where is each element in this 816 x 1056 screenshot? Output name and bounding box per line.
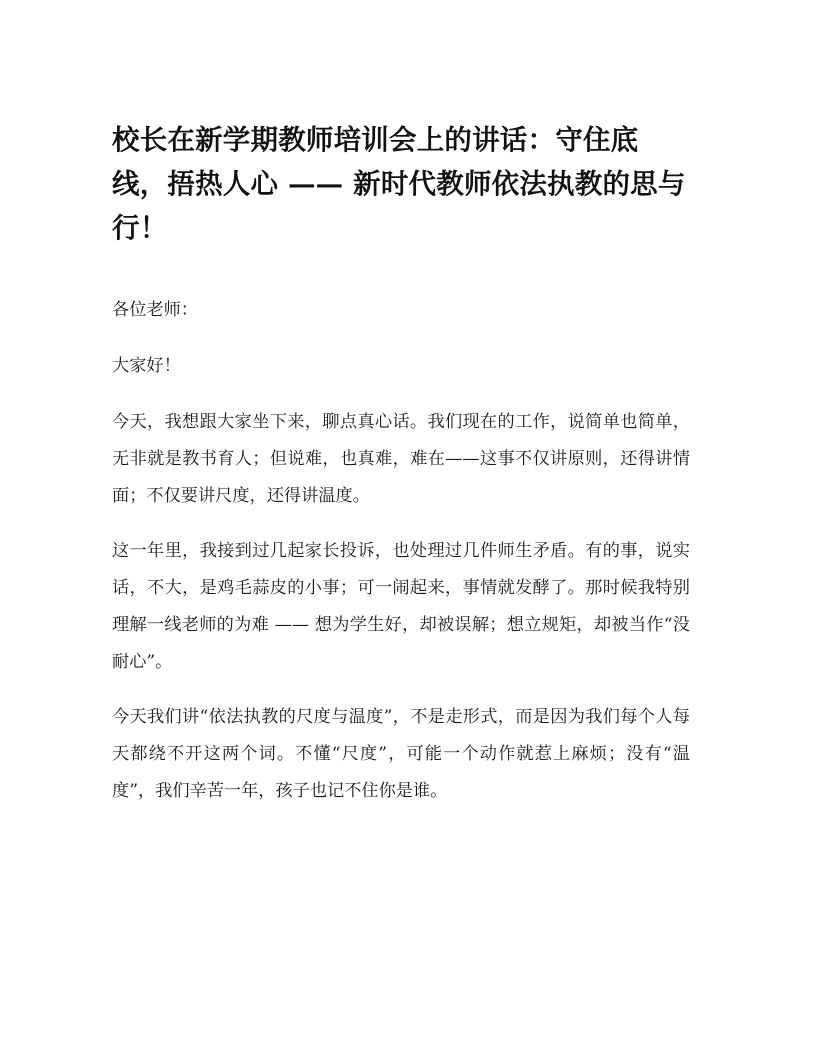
salutation-block — [112, 292, 692, 385]
body-paragraphs — [112, 404, 692, 810]
body-paragraph-3: 今天我们讲“依法执教的尺度与温度”，不是走形式，而是因为我们每个人每天都绕不开这两个词。不懂“尺度”，可能一个动作就惹上麻烦；没有“温度”，我们辛苦一年，孩子也记不住你是谁。 — [112, 707, 690, 801]
body-paragraph-1: 今天，我想跟大家坐下来，聊点真心话。我们现在的工作，说简单也简单，无非就是教书育人；但说难，也真难，难在——这事不仅讲原则，还得讲情面；不仅要讲尺度，还得讲温度。 — [112, 412, 690, 506]
document-content — [112, 118, 692, 810]
salutation-line-1: 各位老师： — [112, 300, 198, 320]
salutation-line-2: 大家好！ — [112, 356, 181, 376]
body-paragraph-2: 这一年里，我接到过几起家长投诉，也处理过几件师生矛盾。有的事，说实话，不大，是鸡毛蒜皮的小事；可一闹起来，事情就发酵了。那时候我特别理解一线老师的为难 —— 想为学生好，却被误解；想立规矩，却被当作“没耐心”。 — [112, 541, 690, 672]
page-title: 校长在新学期教师培训会上的讲话：守住底线，捂热人心 —— 新时代教师依法执教的思与行！ — [112, 124, 686, 244]
